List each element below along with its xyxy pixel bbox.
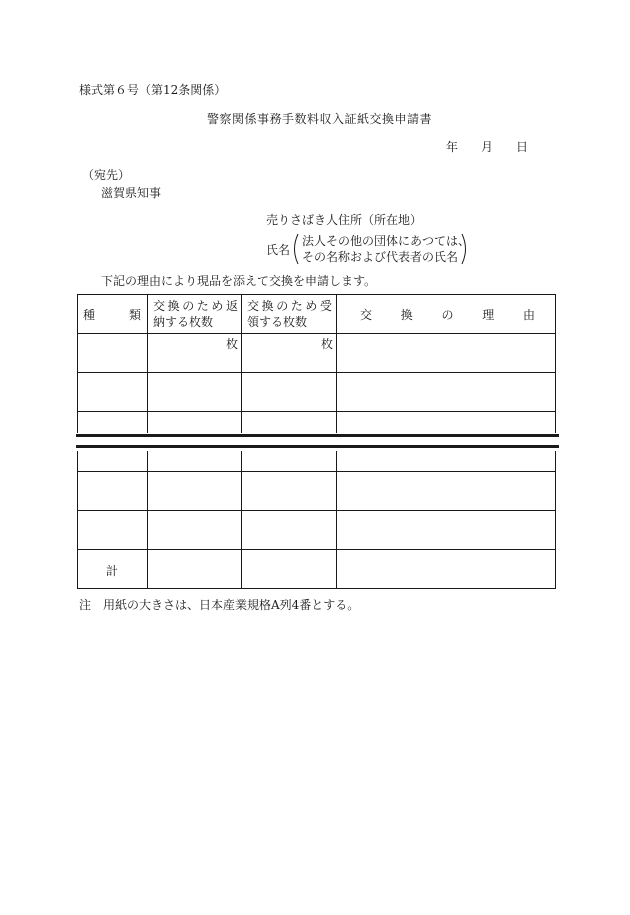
- name-note-line-2: その名称および代表者の氏名: [302, 250, 459, 264]
- applicant-name-label: 氏名: [266, 243, 291, 257]
- date-day-label: 日: [516, 140, 529, 154]
- returned-count-unit: 枚: [226, 337, 239, 351]
- header-reason: 交 換 の 理 由: [360, 308, 535, 322]
- addressee: 滋賀県知事: [101, 186, 162, 200]
- right-parenthesis-icon: [460, 233, 470, 265]
- header-returned-line-1: 交換のため返: [153, 299, 241, 313]
- left-parenthesis-icon: [290, 233, 300, 265]
- header-type: 種 類: [83, 308, 141, 322]
- name-note-line-1: 法人その他の団体にあつては、: [302, 234, 471, 248]
- received-count-unit: 枚: [321, 337, 334, 351]
- document-title: 警察関係事務手数料収入証紙交換申請書: [207, 112, 433, 126]
- form-number: 様式第６号（第12条関係）: [79, 83, 227, 97]
- header-received-line-1: 交換のため受: [247, 299, 335, 313]
- statement: 下記の理由により現品を添えて交換を申請します。: [101, 274, 377, 288]
- applicant-address-label: 売りさばき人住所（所在地）: [266, 213, 423, 227]
- header-returned-line-2: 納する枚数: [153, 315, 214, 329]
- header-received-line-2: 領する枚数: [247, 315, 308, 329]
- footnote: 注 用紙の大きさは、日本産業規格A列4番とする。: [79, 598, 360, 612]
- date-month-label: 月: [481, 140, 494, 154]
- date-year-label: 年: [446, 140, 459, 154]
- addressee-label: （宛先）: [82, 168, 131, 182]
- total-label: 計: [106, 564, 119, 578]
